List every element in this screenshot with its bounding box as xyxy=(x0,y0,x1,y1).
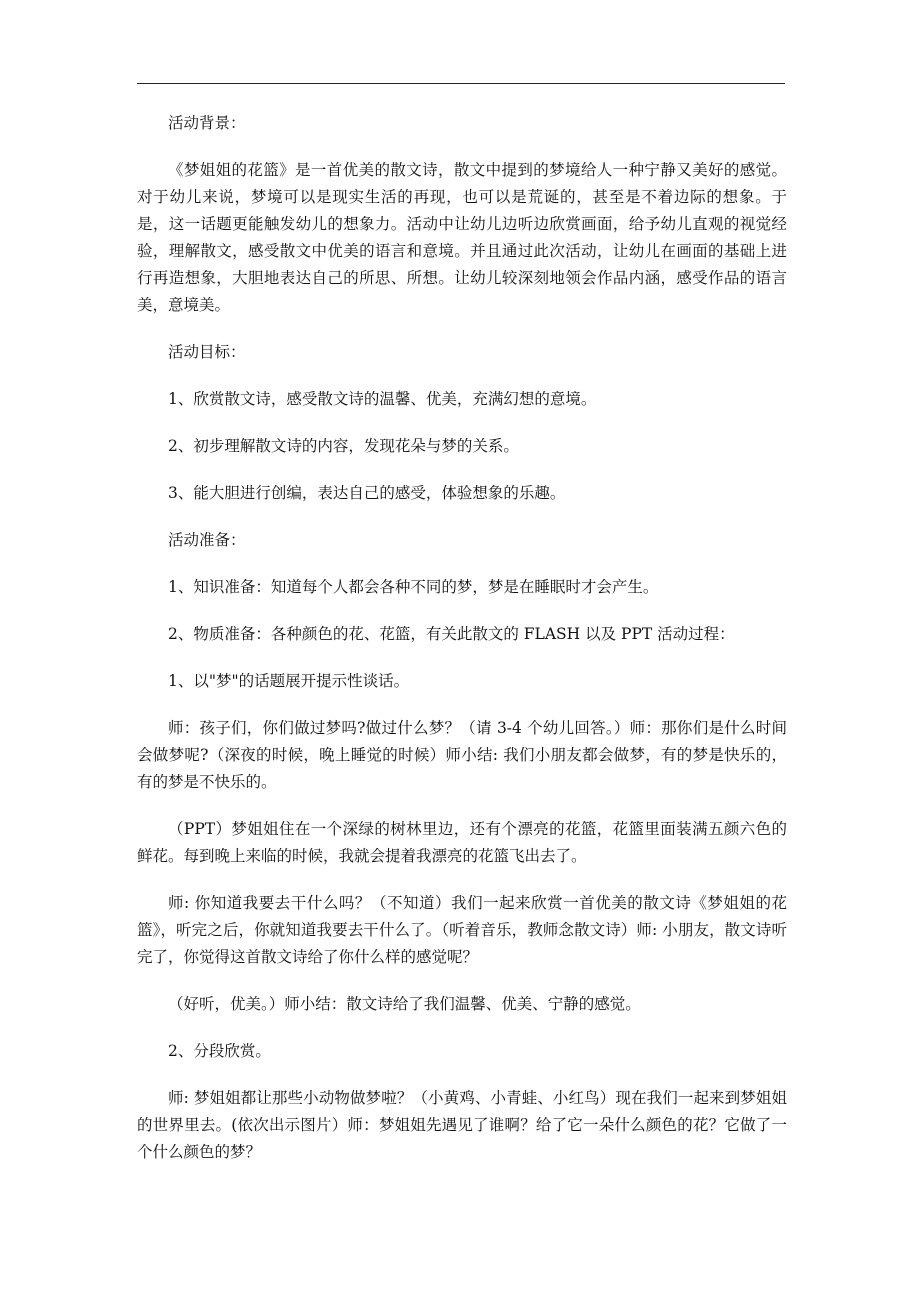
preparation-item-2: 2、物质准备：各种颜色的花、花篮，有关此散文的 FLASH 以及 PPT 活动过程： xyxy=(168,625,735,643)
document-body xyxy=(137,110,787,1186)
process-step-2: 2、分段欣赏。 xyxy=(168,1042,271,1060)
ppt-paragraph: （PPT）梦姐姐住在一个深绿的树林里边，还有个漂亮的花篮，花篮里面装满五颜六色的鲜花。每到晚上来临的时候，我就会提着我漂亮的花篮飞出去了。 xyxy=(137,820,787,865)
process-step-1: 1、以"梦"的话题展开提示性谈话。 xyxy=(168,672,410,690)
preparation-item-1: 1、知识准备：知道每个人都会各种不同的梦，梦是在睡眠时才会产生。 xyxy=(168,578,659,596)
heading-background: 活动背景： xyxy=(168,114,246,132)
summary-paragraph: （好听，优美。）师小结：散文诗给了我们温馨、优美、宁静的感觉。 xyxy=(168,995,641,1013)
header-rule xyxy=(137,83,785,84)
dialogue-paragraph-2: 师: 你知道我要去干什么吗？（不知道）我们一起来欣赏一首优美的散文诗《梦姐姐的花篮》，听完之后，你就知道我要去干什么了。（听着音乐，教师念散文诗）师: 小朋友，散文诗听完了，你觉得这首散文诗给了你什么样的感觉呢？ xyxy=(137,894,787,966)
goal-item-1: 1、欣赏散文诗，感受散文诗的温馨、优美，充满幻想的意境。 xyxy=(168,390,597,408)
goal-item-2: 2、初步理解散文诗的内容，发现花朵与梦的关系。 xyxy=(168,437,519,455)
dialogue-paragraph-1: 师：孩子们，你们做过梦吗?做过什么梦？（请 3-4 个幼儿回答。）师：那你们是什么时间会做梦呢?（深夜的时候，晚上睡觉的时候）师小结: 我们小朋友都会做梦，有的梦是快乐的，有的梦是不快乐的。 xyxy=(137,719,787,791)
heading-goals: 活动目标： xyxy=(168,343,246,361)
dialogue-paragraph-3: 师: 梦姐姐都让那些小动物做梦啦？（小黄鸡、小青蛙、小红鸟）现在我们一起来到梦姐姐的世界里去。(依次出示图片）师：梦姐姐先遇见了谁啊？给了它一朵什么颜色的花？它做了一个什么颜色的梦？ xyxy=(137,1089,787,1161)
paragraph-background: 《梦姐姐的花篮》是一首优美的散文诗，散文中提到的梦境给人一种宁静又美好的感觉。对于幼儿来说，梦境可以是现实生活的再现，也可以是荒诞的，甚至是不着边际的想象。于是，这一话题更能触发幼儿的想象力。活动中让幼儿边听边欣赏画面，给予幼儿直观的视觉经验，理解散文，感受散文中优美的语言和意境。并且通过此次活动，让幼儿在画面的基础上进行再造想象，大胆地表达自己的所思、所想。让幼儿较深刻地领会作品内涵，感受作品的语言美，意境美。 xyxy=(137,161,787,314)
heading-preparation: 活动准备： xyxy=(168,531,246,549)
goal-item-3: 3、能大胆进行创编，表达自己的感受，体验想象的乐趣。 xyxy=(168,484,566,502)
